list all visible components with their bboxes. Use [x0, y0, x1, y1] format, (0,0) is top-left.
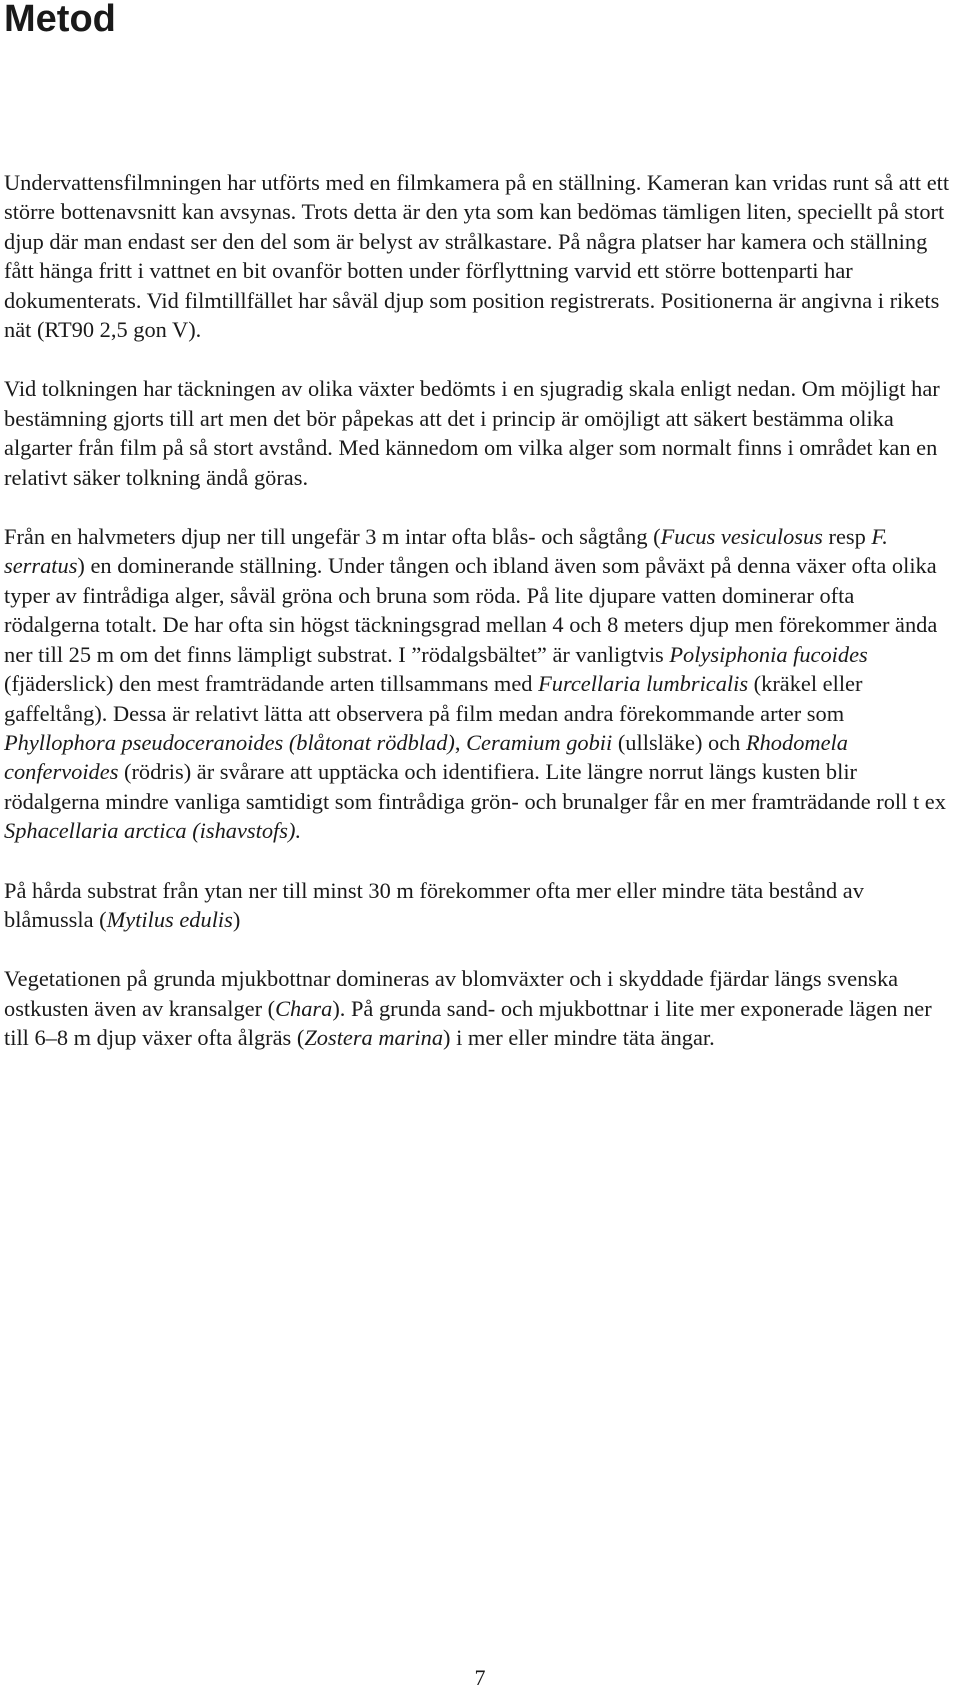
species-name: F. serratus	[4, 524, 888, 579]
species-name: Zostera marina	[304, 1025, 444, 1051]
text-segment: Vid tolkningen har täckningen av olika växter bedömts i en sjugradig skala enligt nedan. Om möjligt har bestämning gjorts till art men det bör påpekas att det i princip är omöjligt att säkert bestämma olika algarter från film på så stort avstånd. Med kännedom om vilka alger som normalt finns i området kan en relativt säker tolkning ändå göras.	[4, 376, 940, 490]
body-text	[4, 168, 954, 1083]
text-segment: (ullsläke) och	[612, 729, 746, 755]
text-segment: ). På grunda sand- och mjukbottnar i lite mer exponerade lägen ner till 6–8 m djup växer ofta ålgräs (	[4, 995, 932, 1051]
text-segment: ) en dominerande ställning. Under tången och ibland även som påväxt på denna växer ofta olika typer av fintrådiga alger, såväl gröna och bruna som röda. På lite djupare vatten dominerar ofta rödalgerna totalt. De har ofta sin högst täckningsgrad mellan 4 och 8 meters djup men förekommer ända ner till 25 m om det finns lämpligt substrat. I ”rödalgsbältet” är vanligtvis	[4, 553, 938, 667]
text-segment: (rödris) är svårare att upptäcka och identifiera. Lite längre norrut längs kusten blir rödalgerna mindre vanliga samtidigt som fintrådiga grön- och brunalger får en mer framträdande roll t ex	[4, 759, 946, 814]
species-name: Sphacellaria arctica (ishavstofs).	[4, 818, 302, 844]
paragraph	[4, 168, 954, 344]
page-title: Metod	[4, 0, 116, 40]
text-segment: ,	[454, 729, 467, 755]
text-segment: )	[232, 906, 241, 932]
text-segment: Undervattensfilmningen har utförts med en filmkamera på en ställning. Kameran kan vridas runt så att ett större bottenavsnitt kan avsynas. Trots detta är den yta som kan bedömas tämligen liten, speciellt på stort djup där man endast ser den del som är belyst av strålkastare. På några platser har kamera och ställning fått hänga fritt i vattnet en bit ovanför botten under förflyttning varvid ett större bottenparti har dokumenterats. Vid filmtillfället har såväl djup som position registrerats. Positionerna är angivna i rikets nät (RT90 2,5 gon V).	[4, 170, 950, 343]
text-segment: resp	[822, 524, 872, 550]
text-segment: På hårda substrat från ytan ner till minst 30 m förekommer ofta mer eller mindre täta bestånd av blåmussla (	[4, 877, 864, 932]
text-segment: (fjäderslick) den mest framträdande arten tillsammans med	[4, 671, 539, 697]
species-name: Rhodomela confervoides	[4, 729, 848, 785]
species-name: Polysiphonia fucoides	[669, 641, 868, 667]
paragraph	[4, 964, 954, 1052]
paragraph	[4, 374, 954, 492]
paragraph	[4, 522, 954, 845]
text-segment: Vegetationen på grunda mjukbottnar domineras av blomväxter och i skyddade fjärdar längs svenska ostkusten även av kransalger (	[4, 966, 899, 1021]
text-segment: (kräkel eller gaffeltång). Dessa är relativt lätta att observera på film medan andra förekommande arter som	[4, 671, 863, 726]
species-name: Furcellaria lumbricalis	[538, 671, 749, 697]
species-name: Ceramium gobii	[466, 729, 613, 755]
page-number: 7	[474, 1665, 486, 1690]
species-name: Fucus vesiculosus	[660, 524, 823, 550]
text-segment: ) i mer eller mindre täta ängar.	[443, 1025, 715, 1051]
text-segment: Från en halvmeters djup ner till ungefär 3 m intar ofta blås- och sågtång (	[4, 524, 661, 550]
species-name: Chara	[275, 995, 333, 1021]
species-name: Mytilus edulis	[106, 906, 233, 932]
species-name: Phyllophora pseudoceranoides (blåtonat rödblad)	[4, 729, 455, 755]
paragraph	[4, 876, 954, 935]
